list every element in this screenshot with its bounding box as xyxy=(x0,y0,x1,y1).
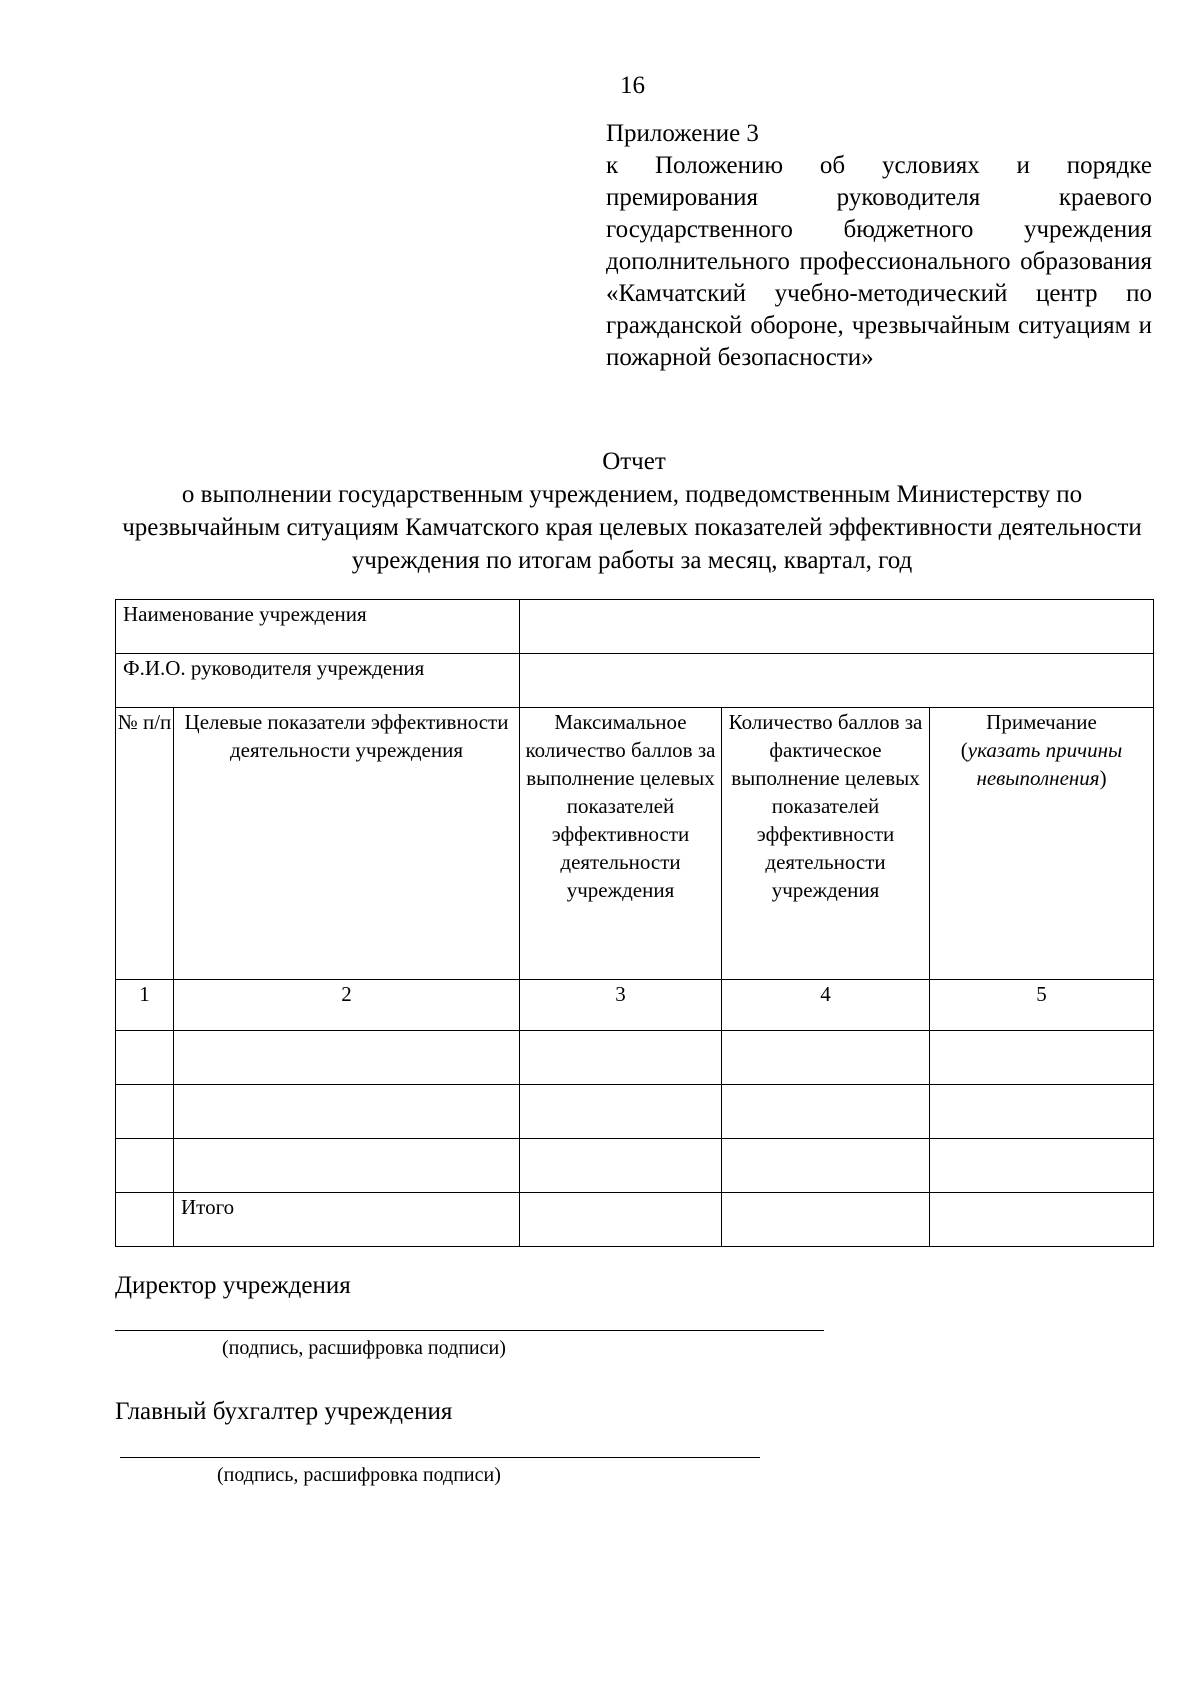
table-cell[interactable] xyxy=(930,1139,1154,1193)
total-note-cell[interactable] xyxy=(930,1193,1154,1247)
column-number: 4 xyxy=(722,980,930,1031)
table-cell[interactable] xyxy=(520,1139,722,1193)
accountant-signature-line[interactable] xyxy=(120,1457,760,1458)
total-label: Итого xyxy=(174,1193,520,1247)
table-cell xyxy=(116,1193,174,1247)
table-row xyxy=(116,600,1154,654)
report-title: Отчет xyxy=(602,448,666,475)
table-cell[interactable] xyxy=(722,1085,930,1139)
director-label: Директор учреждения xyxy=(115,1272,351,1299)
total-max-points-cell[interactable] xyxy=(520,1193,722,1247)
table-cell[interactable] xyxy=(722,1139,930,1193)
institution-name-label: Наименование учреждения xyxy=(116,600,520,654)
total-row xyxy=(116,1193,1154,1247)
table-cell[interactable] xyxy=(116,1139,174,1193)
director-signature-line[interactable] xyxy=(115,1330,824,1331)
appendix-text: к Положению об условиях и порядке премирования руководителя краевого государственного бюджетного учреждения дополнительного профессионального образования «Камчатский учебно-методический центр по гражданской обороне, чрезвычайным ситуациям и пожарной безопасности» xyxy=(606,152,1152,371)
report-table xyxy=(115,599,1154,1247)
column-number-row xyxy=(116,980,1154,1031)
accountant-label: Главный бухгалтер учреждения xyxy=(115,1398,453,1425)
table-cell[interactable] xyxy=(520,1085,722,1139)
table-cell[interactable] xyxy=(116,1031,174,1085)
accountant-signature-caption: (подпись, расшифровка подписи) xyxy=(217,1464,501,1486)
institution-name-field[interactable] xyxy=(520,600,1154,654)
table-row xyxy=(116,654,1154,708)
table-header-row xyxy=(116,708,1154,980)
header-note-label: Примечание xyxy=(986,710,1097,734)
table-row xyxy=(116,1031,1154,1085)
table-cell[interactable] xyxy=(722,1031,930,1085)
column-number: 2 xyxy=(174,980,520,1031)
table-cell[interactable] xyxy=(930,1085,1154,1139)
column-number: 3 xyxy=(520,980,722,1031)
table-cell[interactable] xyxy=(930,1031,1154,1085)
appendix-title: Приложение 3 xyxy=(606,120,759,147)
header-actual-points: Количество баллов за фактическое выполнение целевых показателей эффективности деятельности учреждения xyxy=(722,708,930,980)
column-number: 1 xyxy=(116,980,174,1031)
director-signature-caption: (подпись, расшифровка подписи) xyxy=(222,1337,506,1359)
column-number: 5 xyxy=(930,980,1154,1031)
header-num: № п/п xyxy=(116,708,174,980)
table-cell[interactable] xyxy=(174,1085,520,1139)
table-row xyxy=(116,1085,1154,1139)
table-cell[interactable] xyxy=(520,1031,722,1085)
total-actual-points-cell[interactable] xyxy=(722,1193,930,1247)
table-cell[interactable] xyxy=(174,1139,520,1193)
header-max-points: Максимальное количество баллов за выполнение целевых показателей эффективности деятельности учреждения xyxy=(520,708,722,980)
appendix-block xyxy=(606,118,1152,374)
table-row xyxy=(116,1139,1154,1193)
table-cell[interactable] xyxy=(116,1085,174,1139)
header-indicators: Целевые показатели эффективности деятельности учреждения xyxy=(174,708,520,980)
header-note: Примечание (указать причины невыполнения) xyxy=(930,708,1154,980)
table-cell[interactable] xyxy=(174,1031,520,1085)
head-name-field[interactable] xyxy=(520,654,1154,708)
page-number: 16 xyxy=(620,72,645,99)
report-subtitle: о выполнении государственным учреждением, подведомственным Министерству по чрезвычайным ситуациям Камчатского края целевых показателей эффективности деятельности учреждения по итогам работы за месяц, квартал, год xyxy=(122,481,1142,574)
head-name-label: Ф.И.О. руководителя учреждения xyxy=(116,654,520,708)
header-note-sub: указать причины невыполнения xyxy=(967,738,1123,790)
